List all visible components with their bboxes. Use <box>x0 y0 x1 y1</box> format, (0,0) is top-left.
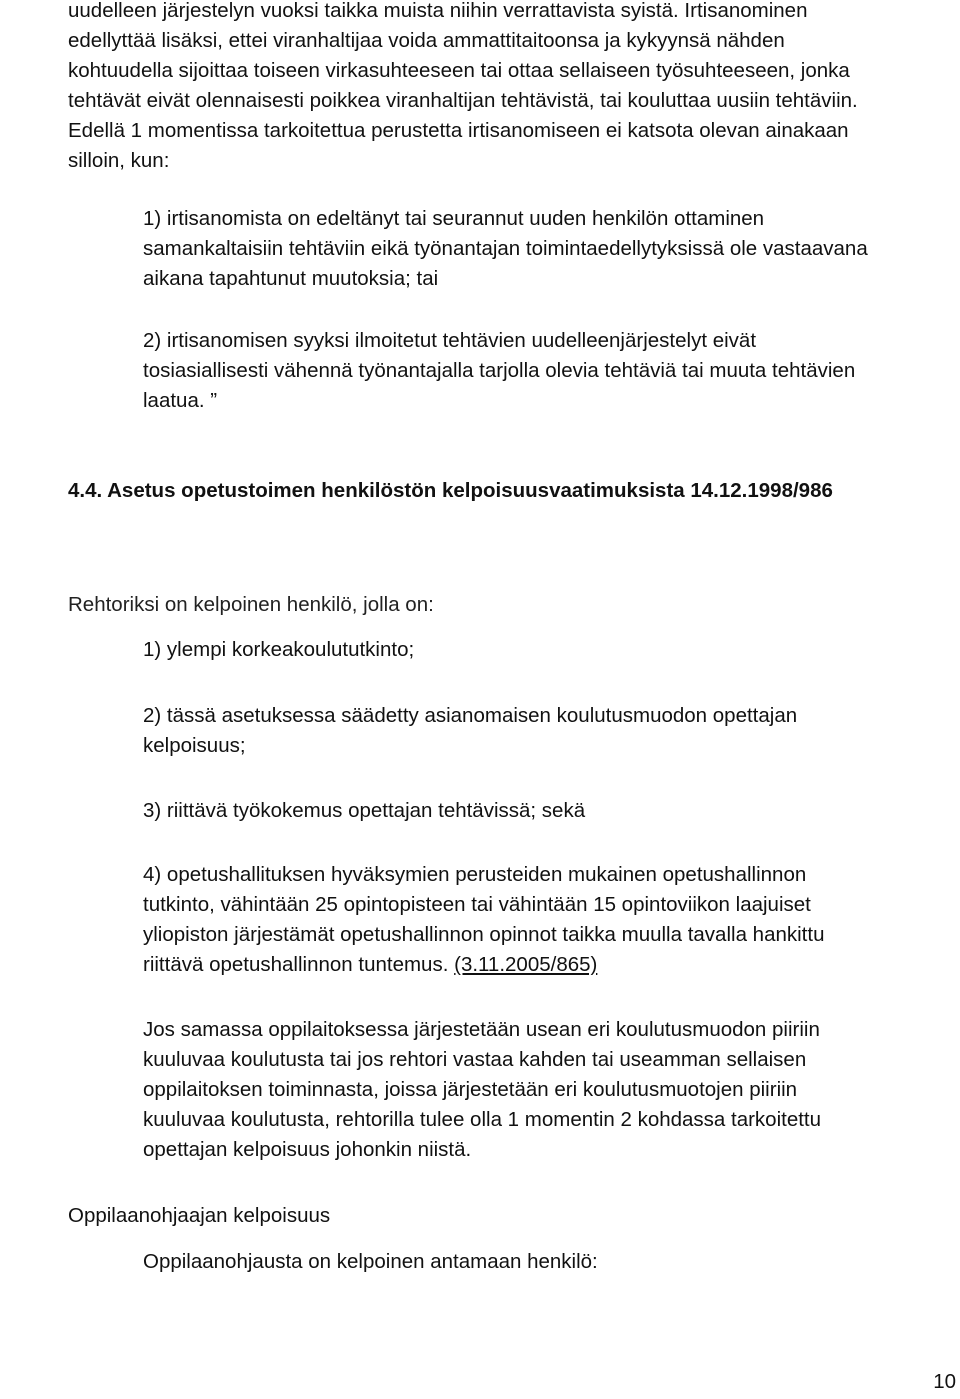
rector-paragraph <box>143 1015 948 1165</box>
counselor-intro-block <box>143 1247 948 1277</box>
amendment-reference-link[interactable]: (3.11.2005/865) <box>454 953 598 976</box>
counselor-intro: Oppilaanohjausta on kelpoinen antamaan henkilö: <box>143 1250 598 1273</box>
counselor-heading: Oppilaanohjaajan kelpoisuus <box>68 1204 331 1227</box>
list-item-2 <box>143 326 948 416</box>
list-item-1 <box>143 204 948 294</box>
text-line: tutkinto, vähintään 25 opintopisteen tai vähintään 15 opintoviikon laajuiset <box>143 893 811 916</box>
text-line: oppilaitoksen toiminnasta, joissa järjestetään eri koulutusmuotojen piiriin <box>143 1078 798 1101</box>
text-line: yliopiston järjestämät opetushallinnon opinnot taikka muulla tavalla hankittu <box>143 923 825 946</box>
text-line: 4) opetushallituksen hyväksymien perusteiden mukainen opetushallinnon <box>143 863 807 886</box>
text-line: silloin, kun: <box>68 149 170 172</box>
text-line: kohtuudella sijoittaa toiseen virkasuhteeseen tai ottaa sellaiseen työsuhteeseen, jonka <box>68 59 850 82</box>
text-line: kuuluvaa koulutusta, rehtorilla tulee olla 1 momentin 2 kohdassa tarkoitettu <box>143 1108 822 1131</box>
text-line: Edellä 1 momentissa tarkoitettua perustetta irtisanomiseen ei katsota olevan ainakaan <box>68 119 849 142</box>
counselor-heading-block <box>68 1201 948 1231</box>
rector-item-3 <box>143 796 948 826</box>
text-line: edellyttää lisäksi, ettei viranhaltijaa voida ammattitaitoonsa ja kykyynsä nähden <box>68 29 785 52</box>
intro-paragraph <box>68 0 948 176</box>
rector-item-4 <box>143 860 948 980</box>
rector-item-1 <box>143 635 948 665</box>
text-line: tehtävät eivät olennaisesti poikkea viranhaltijan tehtävistä, tai kouluttaa uusiin tehtäviin. <box>68 89 858 112</box>
text-line: tosiasiallisesti vähennä työnantajalla tarjolla olevia tehtäviä tai muuta tehtävien <box>143 359 856 382</box>
section-heading-block <box>68 476 948 506</box>
text-line: 1) ylempi korkeakoulututkinto; <box>143 638 415 661</box>
text-fragment: riittävä opetushallinnon tuntemus. <box>143 953 449 976</box>
rector-intro: Rehtoriksi on kelpoinen henkilö, jolla on: <box>68 593 434 616</box>
text-line: uudelleen järjestelyn vuoksi taikka muista niihin verrattavista syistä. Irtisanominen <box>68 0 808 22</box>
page-number: 10 <box>933 1370 956 1393</box>
text-line <box>143 950 948 980</box>
text-line: laatua. ” <box>143 389 218 412</box>
text-line: kuuluvaa koulutusta tai jos rehtori vastaa kahden tai useamman sellaisen <box>143 1048 807 1071</box>
text-line: opettajan kelpoisuus johonkin niistä. <box>143 1138 472 1161</box>
text-line: 3) riittävä työkokemus opettajan tehtävissä; sekä <box>143 799 586 822</box>
text-line: kelpoisuus; <box>143 734 246 757</box>
text-line: 2) irtisanomisen syyksi ilmoitetut tehtävien uudelleenjärjestelyt eivät <box>143 329 757 352</box>
text-line: 1) irtisanomista on edeltänyt tai seurannut uuden henkilön ottaminen <box>143 207 765 230</box>
text-line: samankaltaisiin tehtäviin eikä työnantajan toimintaedellytyksissä ole vastaavana <box>143 237 868 260</box>
text-line: 2) tässä asetuksessa säädetty asianomaisen koulutusmuodon opettajan <box>143 704 798 727</box>
text-line: Jos samassa oppilaitoksessa järjestetään usean eri koulutusmuodon piiriin <box>143 1018 820 1041</box>
section-heading: 4.4. Asetus opetustoimen henkilöstön kelpoisuusvaatimuksista 14.12.1998/986 <box>68 479 833 502</box>
rector-item-2 <box>143 701 948 761</box>
text-line: aikana tapahtunut muutoksia; tai <box>143 267 439 290</box>
rector-intro-block <box>68 590 948 620</box>
